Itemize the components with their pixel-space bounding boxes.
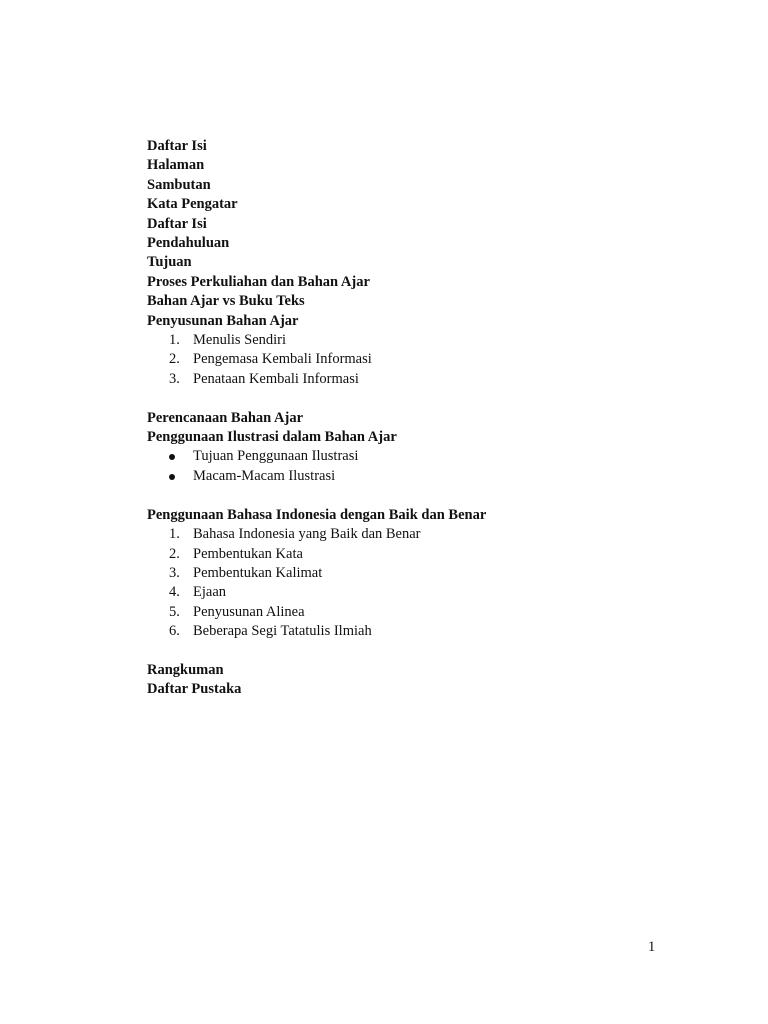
list-item-label: Pembentukan Kalimat [193, 564, 323, 581]
list-item-label: Macam-Macam Ilustrasi [193, 467, 336, 484]
numbered-list-item [147, 583, 707, 602]
numbered-list-item [147, 564, 707, 583]
bullet-list-item [147, 447, 707, 466]
bullet-list [147, 447, 707, 486]
list-item-label: Menulis Sendiri [193, 332, 287, 349]
toc-entry: Rangkuman [147, 661, 224, 678]
toc-entry: Proses Perkuliahan dan Bahan Ajar [147, 273, 370, 290]
list-item-label: Tujuan Penggunaan Ilustrasi [193, 448, 359, 465]
list-number: 5. [169, 603, 180, 620]
numbered-list-item [147, 370, 707, 389]
toc-entry: Pendahuluan [147, 235, 230, 252]
list-item-label: Bahasa Indonesia yang Baik dan Benar [193, 526, 421, 543]
toc-entry: Penggunaan Bahasa Indonesia dengan Baik dan Benar [147, 506, 487, 523]
bullet-list-item [147, 467, 707, 486]
toc-entry: Daftar Pustaka [147, 681, 242, 698]
page-number: 1 [648, 939, 656, 955]
blank-line [147, 486, 707, 505]
toc-entry: Kata Pengatar [147, 196, 238, 213]
list-number: 2. [169, 545, 180, 562]
list-number: 1. [169, 332, 180, 349]
toc-entry: Sambutan [147, 176, 211, 193]
list-number: 6. [169, 623, 180, 640]
numbered-list-item [147, 331, 707, 350]
numbered-list-item [147, 545, 707, 564]
list-number: 3. [169, 564, 180, 581]
toc-entry: Daftar Isi [147, 215, 207, 232]
numbered-list-item [147, 350, 707, 369]
table-of-contents [147, 137, 707, 700]
list-item-label: Pengemasa Kembali Informasi [193, 351, 372, 368]
list-number: 4. [169, 584, 180, 601]
blank-line [147, 389, 707, 408]
bullet-icon [169, 454, 175, 460]
list-item-label: Beberapa Segi Tatatulis Ilmiah [193, 623, 372, 640]
numbered-list-item [147, 622, 707, 641]
toc-entry: Bahan Ajar vs Buku Teks [147, 293, 305, 310]
list-item-label: Pembentukan Kata [193, 545, 303, 562]
toc-entry: Halaman [147, 157, 205, 174]
toc-entry: Tujuan [147, 254, 192, 271]
list-number: 3. [169, 370, 180, 387]
toc-entry: Penggunaan Ilustrasi dalam Bahan Ajar [147, 429, 397, 446]
list-item-label: Penyusunan Alinea [193, 603, 305, 620]
list-number: 1. [169, 526, 180, 543]
list-item-label: Ejaan [193, 584, 227, 601]
numbered-list-item [147, 525, 707, 544]
toc-entry: Penyusunan Bahan Ajar [147, 312, 299, 329]
numbered-list [147, 331, 707, 389]
numbered-list [147, 525, 707, 641]
bullet-icon [169, 474, 175, 480]
list-number: 2. [169, 351, 180, 368]
list-item-label: Penataan Kembali Informasi [193, 370, 359, 387]
toc-entry: Perencanaan Bahan Ajar [147, 409, 304, 426]
toc-title: Daftar Isi [147, 138, 207, 154]
blank-line [147, 642, 707, 661]
numbered-list-item [147, 603, 707, 622]
